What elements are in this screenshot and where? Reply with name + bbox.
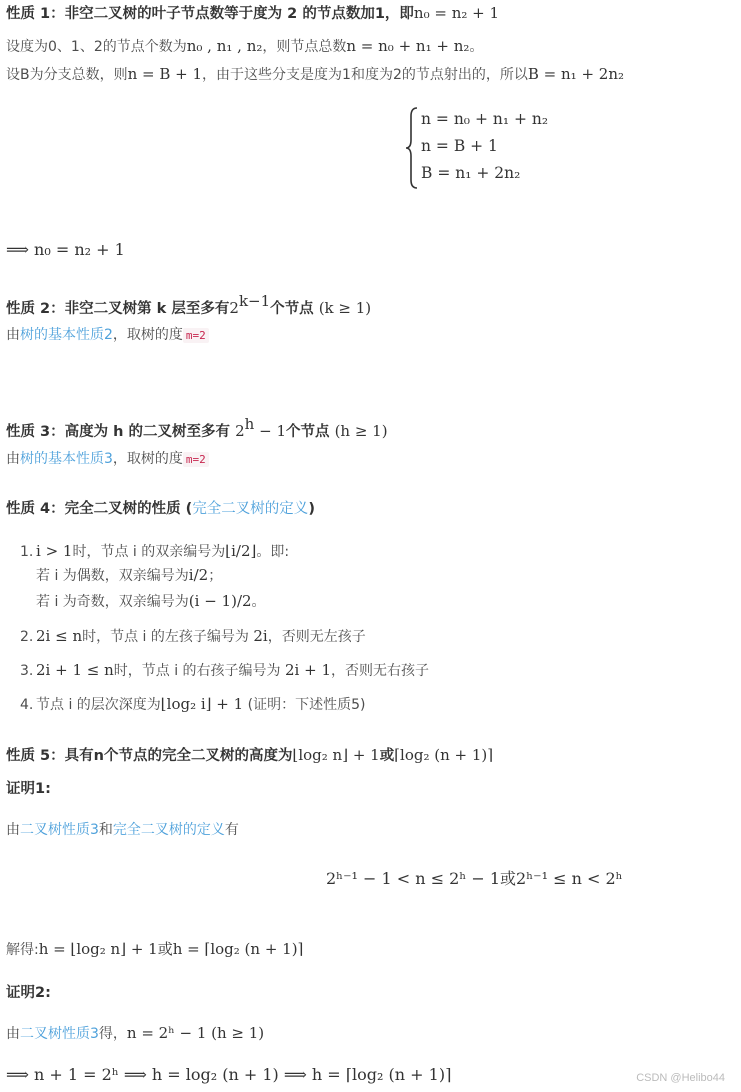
- inline-code: m=2: [183, 452, 209, 467]
- text: ；: [208, 568, 223, 584]
- text: 和: [98, 822, 113, 838]
- text: ，由于这些分支是度为1和度为2的节点射出的，所以: [202, 67, 528, 83]
- text: 时，节点 i 的双亲编号为: [72, 544, 226, 560]
- property-2-heading: [6, 290, 371, 320]
- formula: n = 2ʰ − 1 (h ≥ 1): [126, 1024, 265, 1042]
- text: 。: [469, 39, 484, 55]
- formula: i/2: [188, 566, 209, 584]
- list-number: 4.: [20, 697, 34, 713]
- text: 或: [379, 748, 395, 764]
- property-4-label: 性质 4：完全二叉树的性质 (: [6, 501, 193, 517]
- property-4-heading: [6, 498, 315, 520]
- text: 。即:: [256, 544, 290, 560]
- proof-1-inequality: 2ʰ⁻¹ − 1 < n ≤ 2ʰ − 1或2ʰ⁻¹ ≤ n < 2ʰ: [326, 869, 623, 888]
- text: 个节点: [270, 301, 314, 317]
- link-binary-tree-property-3-b[interactable]: 二叉树性质3: [20, 1026, 99, 1042]
- property-3-desc: [6, 448, 209, 471]
- formula-sup: h: [244, 415, 255, 433]
- list-item-2: [20, 625, 366, 648]
- property-3-heading: [6, 413, 388, 443]
- property-2-label: 性质 2：非空二叉树第 k 层至多有: [6, 301, 230, 317]
- list-item-1-sub-2: [36, 590, 266, 613]
- property-1-heading: [6, 2, 499, 25]
- text: 若 i 为偶数，双亲编号为: [36, 568, 189, 584]
- text: 若 i 为奇数，双亲编号为: [36, 594, 189, 610]
- list-number: 1.: [20, 544, 34, 560]
- text: ，否则无左孩子: [267, 629, 366, 645]
- proof-2-heading: 证明2:: [6, 985, 51, 1001]
- formula: B = n₁ + 2n₂: [527, 65, 624, 83]
- text: ，取树的度: [112, 451, 183, 467]
- text: 解得:: [6, 942, 39, 958]
- left-brace-icon: [405, 106, 419, 190]
- property-5-label: 性质 5：具有n个节点的完全二叉树的高度为: [6, 748, 293, 764]
- text: 由: [6, 1026, 20, 1042]
- equation-row-1: n = n₀ + n₁ + n₂: [421, 110, 549, 128]
- link-tree-property-2[interactable]: 树的基本性质2: [20, 327, 113, 343]
- proof-2-line: [6, 1022, 264, 1045]
- formula: n = n₀ + n₁ + n₂: [346, 37, 470, 55]
- property-2-desc: [6, 324, 209, 347]
- formula: 2i + 1: [285, 661, 332, 679]
- formula: − 1: [254, 422, 286, 440]
- formula: 2i + 1 ≤ n: [36, 661, 114, 679]
- text: 个节点: [286, 424, 330, 440]
- proof-1-solve: [6, 938, 303, 961]
- property-1-result: ⟹ n₀ = n₂ + 1: [6, 240, 125, 259]
- text: 由: [6, 822, 20, 838]
- list-item-3: [20, 659, 429, 682]
- formula: 2i ≤ n: [36, 627, 83, 645]
- property-1-label: 性质 1：非空二叉树的叶子节点数等于度为 2 的节点数加1，即: [6, 6, 414, 22]
- formula: ⌊log₂ n⌋ + 1: [292, 746, 380, 764]
- list-item-1-sub-1: [36, 564, 222, 587]
- text: 得，: [98, 1026, 127, 1042]
- formula: (i − 1)/2: [188, 592, 252, 610]
- formula: 2: [229, 299, 239, 317]
- proof-2-result: ⟹ n + 1 = 2ʰ ⟹ h = log₂ (n + 1) ⟹ h = ⌈log₂ (n + 1)⌉: [6, 1065, 452, 1084]
- text: ，则节点总数: [262, 39, 347, 55]
- list-item-4: [20, 693, 365, 716]
- text: 时，节点 i 的左孩子编号为: [82, 629, 254, 645]
- property-1-line2: [6, 63, 624, 86]
- inline-code: m=2: [183, 328, 209, 343]
- formula: ⌈log₂ (n + 1)⌉: [394, 746, 494, 764]
- link-complete-binary-tree-def-2[interactable]: 完全二叉树的定义: [112, 822, 225, 838]
- formula: i > 1: [36, 542, 73, 560]
- link-tree-property-3[interactable]: 树的基本性质3: [20, 451, 113, 467]
- list-number: 3.: [20, 663, 34, 679]
- watermark: CSDN @Helibo44: [636, 1072, 725, 1084]
- property-1-formula: n₀ = n₂ + 1: [413, 4, 500, 22]
- formula-sup: k−1: [238, 292, 271, 310]
- text: 有: [224, 822, 239, 838]
- formula: h = ⌊log₂ n⌋ + 1或h = ⌈log₂ (n + 1)⌉: [38, 940, 304, 958]
- formula: 2: [235, 422, 245, 440]
- formula: n = B + 1: [127, 65, 203, 83]
- link-binary-tree-property-3[interactable]: 二叉树性质3: [20, 822, 99, 838]
- equation-row-3: B = n₁ + 2n₂: [421, 164, 521, 182]
- text: 设度为0、1、2的节点个数为: [6, 39, 187, 55]
- formula: n₀ , n₁ , n₂: [186, 37, 263, 55]
- equation-system: [405, 106, 585, 190]
- proof-1-heading: 证明1:: [6, 781, 51, 797]
- condition: (k ≥ 1): [318, 299, 372, 317]
- property-3-label: 性质 3：高度为 h 的二叉树至多有: [6, 424, 231, 440]
- property-5-heading: [6, 744, 493, 767]
- formula: ⌊i/2⌋: [225, 542, 257, 560]
- formula: 2i: [253, 627, 268, 645]
- text: 设B为分支总数，则: [6, 67, 128, 83]
- property-1-line1: [6, 35, 483, 58]
- text: 节点 i 的层次深度为: [36, 697, 161, 713]
- text: 由: [6, 451, 20, 467]
- text: 由: [6, 327, 20, 343]
- text: ，取树的度: [112, 327, 183, 343]
- formula: ⌊log₂ i⌋ + 1: [160, 695, 244, 713]
- text: 时，节点 i 的右孩子编号为: [113, 663, 286, 679]
- link-complete-binary-tree-def[interactable]: 完全二叉树的定义: [192, 501, 309, 517]
- list-item-1: [20, 540, 289, 563]
- text: ，否则无右孩子: [331, 663, 430, 679]
- text: 。: [251, 594, 266, 610]
- proof-1-line: [6, 819, 239, 841]
- text: ): [308, 501, 315, 517]
- condition: (h ≥ 1): [334, 422, 388, 440]
- equation-row-2: n = B + 1: [421, 137, 498, 155]
- text: (证明：下述性质5): [243, 697, 366, 713]
- list-number: 2.: [20, 629, 34, 645]
